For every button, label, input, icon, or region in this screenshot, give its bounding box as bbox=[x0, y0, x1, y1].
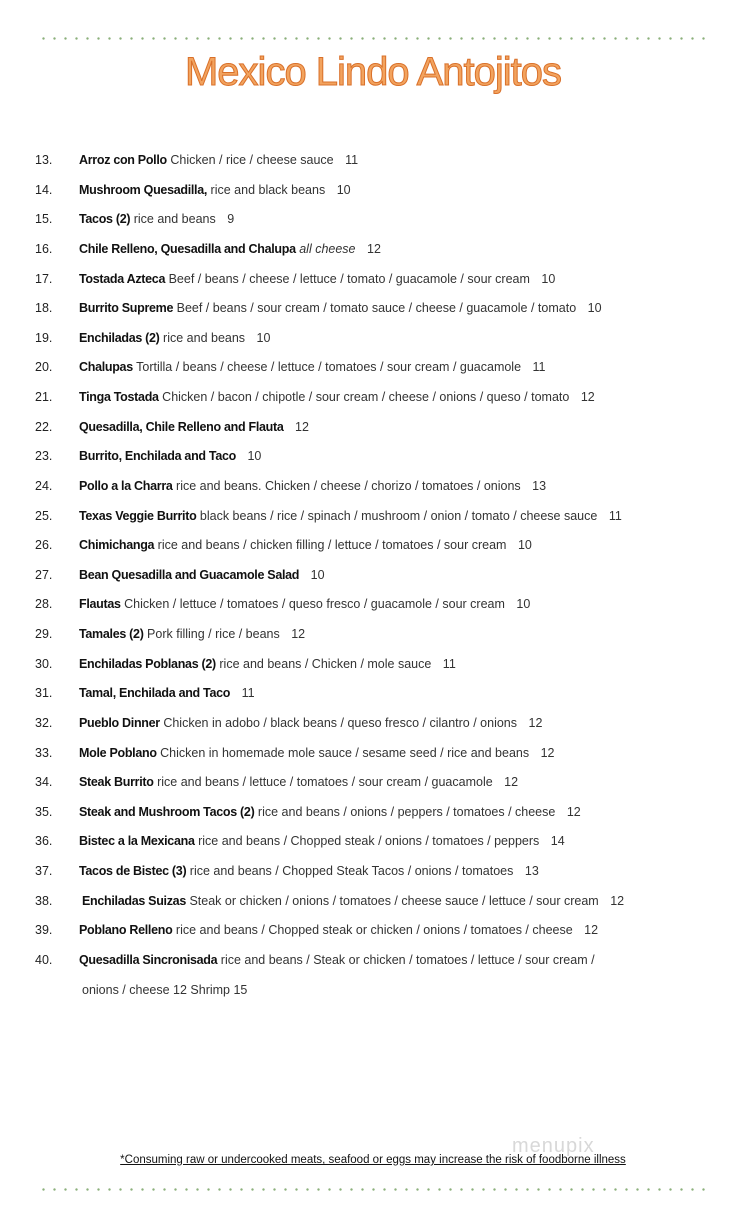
item-description: rice and beans / Chopped steak / onions / tomatoes / peppers bbox=[198, 834, 540, 849]
item-price: 13 bbox=[532, 478, 547, 493]
item-number: 27. bbox=[35, 567, 53, 582]
item-description: rice and beans / Chopped steak or chicken / onions / tomatoes / cheese bbox=[175, 923, 573, 938]
item-description: Chicken / rice / cheese sauce bbox=[170, 153, 334, 167]
item-body bbox=[79, 150, 358, 170]
item-body bbox=[79, 802, 581, 822]
restaurant-title: Mexico Lindo Antojitos bbox=[184, 50, 561, 94]
item-number: 34. bbox=[35, 775, 53, 790]
item-price: 12 bbox=[504, 775, 519, 790]
item-description: Beef / beans / sour cream / tomato sauce / cheese / guacamole / tomato bbox=[176, 301, 577, 316]
item-body bbox=[79, 209, 234, 229]
bottom-dotted-divider bbox=[38, 1188, 710, 1191]
item-number: 14. bbox=[35, 182, 53, 197]
item-body bbox=[79, 387, 595, 407]
menu-item bbox=[0, 298, 746, 328]
item-body bbox=[79, 624, 305, 644]
item-price: 10 bbox=[517, 538, 532, 553]
item-name: Chile Relleno, Quesadilla and Chalupa bbox=[79, 241, 296, 256]
item-number: 15. bbox=[35, 212, 53, 227]
item-price: 10 bbox=[256, 330, 271, 345]
item-name: Enchiladas Poblanas (2) bbox=[79, 656, 216, 671]
item-price: 13 bbox=[524, 864, 539, 878]
item-body bbox=[79, 269, 555, 289]
item-price: 10 bbox=[516, 597, 531, 612]
food-safety-note: *Consuming raw or undercooked meats, seafood or eggs may increase the risk of foodborne illness bbox=[120, 1154, 626, 1166]
item-body bbox=[79, 713, 542, 733]
item-description: rice and beans. Chicken / cheese / chorizo / tomatoes / onions bbox=[176, 478, 521, 493]
item-number: 20. bbox=[35, 360, 53, 375]
item-name: Burrito Supreme bbox=[79, 301, 174, 316]
item-number: 18. bbox=[35, 301, 53, 316]
item-description: rice and beans bbox=[163, 330, 246, 345]
item-body bbox=[79, 239, 381, 259]
item-name: Bean Quesadilla and Guacamole Salad bbox=[79, 567, 300, 582]
item-name: Tacos (2) bbox=[79, 212, 131, 227]
item-price: 11 bbox=[532, 360, 546, 375]
item-number: 25. bbox=[35, 508, 53, 523]
item-price: 12 bbox=[580, 390, 595, 404]
item-body bbox=[79, 683, 255, 703]
item-price: 11 bbox=[608, 508, 622, 523]
item-price: 10 bbox=[310, 567, 325, 582]
item-price: 11 bbox=[442, 656, 456, 671]
item-name: Steak Burrito bbox=[79, 775, 154, 790]
item-number: 29. bbox=[35, 627, 53, 641]
item-number: 36. bbox=[35, 834, 53, 849]
menu-item bbox=[0, 713, 746, 743]
watermark: menupix bbox=[512, 1135, 595, 1157]
item-body bbox=[79, 417, 309, 437]
item-price: 10 bbox=[247, 449, 262, 464]
item-number: 35. bbox=[35, 804, 53, 819]
item-body bbox=[79, 446, 261, 466]
item-number: 33. bbox=[35, 745, 53, 760]
menu-item bbox=[0, 772, 746, 802]
item-price: 12 bbox=[295, 419, 309, 434]
item-name: Pollo a la Charra bbox=[79, 478, 173, 493]
item-name: Pueblo Dinner bbox=[79, 715, 160, 730]
item-body bbox=[79, 328, 270, 348]
item-body bbox=[79, 831, 565, 851]
item-description: Steak or chicken / onions / tomatoes / cheese sauce / lettuce / sour cream bbox=[189, 893, 599, 908]
menu-item bbox=[0, 357, 746, 387]
item-price: 12 bbox=[610, 893, 625, 908]
item-name: Tinga Tostada bbox=[79, 390, 159, 404]
item-body bbox=[79, 861, 539, 881]
menu-item bbox=[0, 269, 746, 299]
menu-item-list bbox=[0, 150, 746, 980]
item-name: Mushroom Quesadilla, bbox=[79, 182, 208, 197]
item-description: Chicken in adobo / black beans / queso fresco / cilantro / onions bbox=[163, 715, 518, 730]
item-description: rice and beans / chicken filling / lettuce / tomatoes / sour cream bbox=[157, 538, 507, 553]
item-number: 28. bbox=[35, 597, 53, 612]
menu-item bbox=[0, 417, 746, 447]
item-name: Steak and Mushroom Tacos (2) bbox=[79, 804, 255, 819]
item-description: rice and beans / Chopped Steak Tacos / onions / tomatoes bbox=[189, 864, 514, 878]
item-number: 17. bbox=[35, 271, 53, 286]
item-price: 12 bbox=[528, 715, 543, 730]
menu-item bbox=[0, 683, 746, 713]
item-name: Arroz con Pollo bbox=[79, 153, 167, 167]
menu-item bbox=[0, 328, 746, 358]
item-description: rice and black beans bbox=[210, 182, 326, 197]
item-description: Pork filling / rice / beans bbox=[147, 627, 280, 641]
item-body bbox=[79, 298, 602, 318]
menu-item bbox=[0, 209, 746, 239]
item-number: 19. bbox=[35, 330, 53, 345]
item-number: 38. bbox=[35, 893, 53, 908]
item-description: rice and beans bbox=[133, 212, 216, 227]
menu-item bbox=[0, 446, 746, 476]
item-name: Tamal, Enchilada and Taco bbox=[79, 686, 231, 701]
item-price: 12 bbox=[367, 241, 381, 256]
menu-item bbox=[0, 743, 746, 773]
item-description: black beans / rice / spinach / mushroom / onion / tomato / cheese sauce bbox=[199, 508, 598, 523]
item-name: Enchiladas (2) bbox=[79, 330, 160, 345]
item-40-continuation: onions / cheese 12 Shrimp 15 bbox=[82, 983, 248, 997]
item-name: Enchiladas Suizas bbox=[82, 893, 186, 908]
item-name: Bistec a la Mexicana bbox=[79, 834, 195, 849]
item-description: Chicken in homemade mole sauce / sesame seed / rice and beans bbox=[160, 745, 530, 760]
item-number: 23. bbox=[35, 449, 53, 464]
item-description: rice and beans / Chicken / mole sauce bbox=[219, 656, 432, 671]
menu-item bbox=[0, 535, 746, 565]
item-number: 32. bbox=[35, 715, 53, 730]
item-name: Tostada Azteca bbox=[79, 271, 166, 286]
menu-item bbox=[0, 180, 746, 210]
menu-item bbox=[0, 150, 746, 180]
menu-item bbox=[0, 920, 746, 950]
item-price: 12 bbox=[566, 804, 581, 819]
item-name: Chimichanga bbox=[79, 538, 155, 553]
item-body bbox=[79, 950, 595, 970]
item-body bbox=[79, 654, 456, 674]
menu-item bbox=[0, 654, 746, 684]
menu-item bbox=[0, 891, 746, 921]
item-name: Tacos de Bistec (3) bbox=[79, 864, 187, 878]
item-number: 16. bbox=[35, 241, 53, 256]
item-body bbox=[79, 476, 546, 496]
item-description: rice and beans / onions / peppers / tomatoes / cheese bbox=[257, 804, 556, 819]
item-description: Chicken / bacon / chipotle / sour cream / cheese / onions / queso / tomato bbox=[162, 390, 570, 404]
item-body bbox=[79, 180, 351, 200]
item-price: 14 bbox=[550, 834, 565, 849]
item-number: 24. bbox=[35, 478, 53, 493]
menu-item bbox=[0, 565, 746, 595]
item-body bbox=[79, 357, 546, 377]
menu-item bbox=[0, 831, 746, 861]
item-name: Burrito, Enchilada and Taco bbox=[79, 449, 236, 464]
menu-item bbox=[0, 950, 746, 980]
menu-item bbox=[0, 594, 746, 624]
item-body bbox=[79, 535, 532, 555]
item-number: 31. bbox=[35, 686, 53, 701]
item-body bbox=[79, 506, 622, 526]
item-description: Tortilla / beans / cheese / lettuce / tomatoes / sour cream / guacamole bbox=[136, 360, 522, 375]
item-number: 40. bbox=[35, 952, 53, 967]
item-name: Texas Veggie Burrito bbox=[79, 508, 197, 523]
item-number: 39. bbox=[35, 923, 53, 938]
item-name: Poblano Relleno bbox=[79, 923, 173, 938]
item-description: rice and beans / lettuce / tomatoes / sour cream / guacamole bbox=[157, 775, 493, 790]
item-name: Quesadilla, Chile Relleno and Flauta bbox=[79, 419, 284, 434]
item-price: 12 bbox=[291, 627, 306, 641]
item-price: 11 bbox=[241, 686, 255, 701]
item-body bbox=[79, 565, 325, 585]
menu-item bbox=[0, 239, 746, 269]
item-description: Beef / beans / cheese / lettuce / tomato / guacamole / sour cream bbox=[168, 271, 530, 286]
item-number: 22. bbox=[35, 419, 53, 434]
item-price: 10 bbox=[336, 182, 351, 197]
menu-item bbox=[0, 476, 746, 506]
item-price: 9 bbox=[227, 212, 235, 227]
item-number: 37. bbox=[35, 864, 53, 878]
item-body bbox=[82, 891, 624, 911]
item-description: Chicken / lettuce / tomatoes / queso fresco / guacamole / sour cream bbox=[124, 597, 505, 612]
menu-item bbox=[0, 802, 746, 832]
item-number: 13. bbox=[35, 153, 53, 167]
item-number: 21. bbox=[35, 390, 53, 404]
item-name: Flautas bbox=[79, 597, 121, 612]
item-name: Quesadilla Sincronisada bbox=[79, 952, 218, 967]
item-price: 12 bbox=[540, 745, 555, 760]
item-price: 10 bbox=[541, 271, 556, 286]
item-body bbox=[79, 594, 530, 614]
menu-item bbox=[0, 624, 746, 654]
item-description: rice and beans / Steak or chicken / tomatoes / lettuce / sour cream / bbox=[220, 952, 595, 967]
item-body bbox=[79, 772, 518, 792]
top-dotted-divider bbox=[38, 37, 710, 40]
item-name: Mole Poblano bbox=[79, 745, 157, 760]
item-price: 12 bbox=[584, 923, 599, 938]
menu-item bbox=[0, 861, 746, 891]
menu-item bbox=[0, 387, 746, 417]
item-body bbox=[79, 920, 598, 940]
item-italic-note: all cheese bbox=[299, 241, 356, 256]
item-number: 30. bbox=[35, 656, 53, 671]
item-body bbox=[79, 743, 554, 763]
menu-item bbox=[0, 506, 746, 536]
item-price: 11 bbox=[345, 153, 359, 167]
item-name: Chalupas bbox=[79, 360, 133, 375]
item-price: 10 bbox=[587, 301, 602, 316]
item-number: 26. bbox=[35, 538, 53, 553]
item-name: Tamales (2) bbox=[79, 627, 144, 641]
